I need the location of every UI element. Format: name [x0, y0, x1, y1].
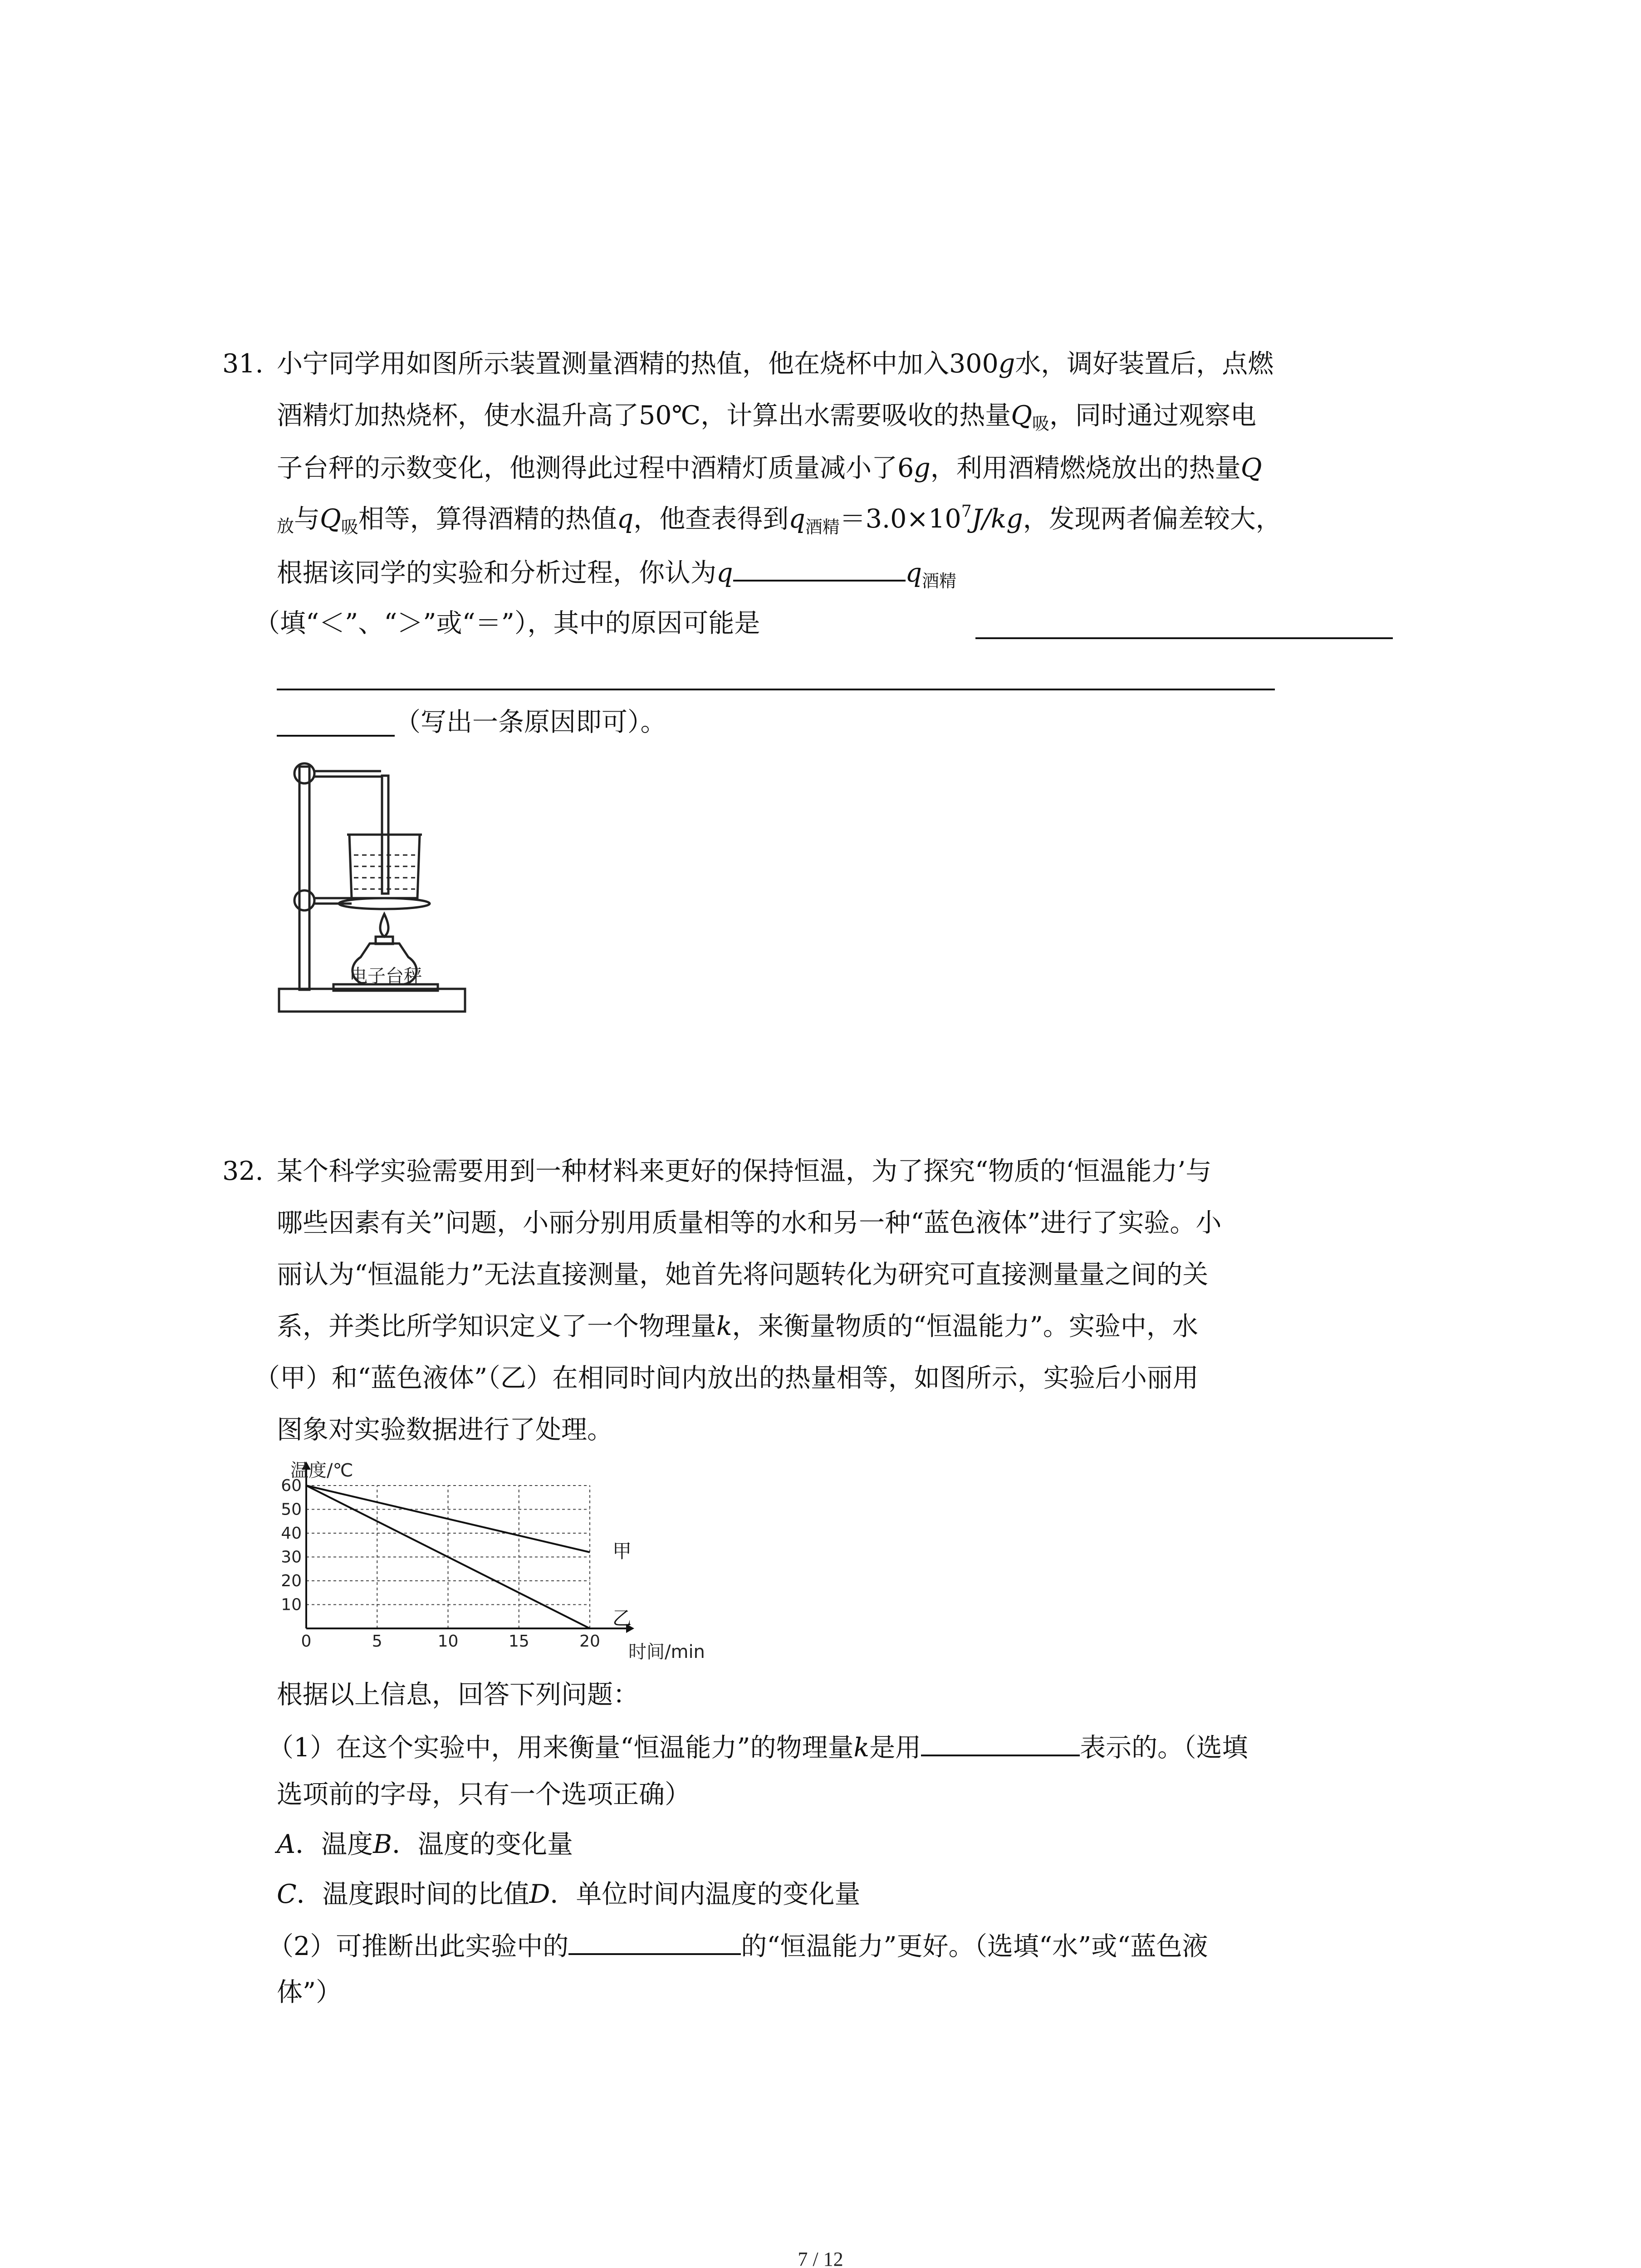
support-ring: [339, 898, 430, 909]
q32-line-2: 哪些因素有关”问题，小丽分别用质量相等的水和另一种“蓝色液体”进行了实验。小: [277, 1208, 1222, 1238]
series-label-1: 甲: [612, 1540, 632, 1562]
q32-line-1: 某个科学实验需要用到一种材料来更好的保持恒温，为了探究“物质的‘恒温能力’与: [277, 1156, 1212, 1186]
q32-sub2-line-2: 体”）: [277, 1977, 342, 2007]
q32-sub2-line-1: （2）可推断出此实验中的 的“恒温能力”更好。（选填“水”或“蓝色液: [268, 1928, 1208, 1963]
q32-options-ab: A．温度B．温度的变化量: [277, 1829, 573, 1859]
q32-sub1-line-2: 选项前的字母，只有一个选项正确）: [277, 1779, 691, 1809]
q31-answer-blank-2c[interactable]: [277, 735, 395, 737]
q32-after-chart: 根据以上信息，回答下列问题：: [277, 1680, 639, 1710]
q32-answer-blank-2[interactable]: [568, 1928, 741, 1955]
q31-answer-blank-2a[interactable]: [975, 637, 1393, 639]
q32-line-3: 丽认为“恒温能力”无法直接测量，她首先将问题转化为研究可直接测量量之间的关: [277, 1260, 1209, 1290]
chart-series: [306, 1486, 632, 1629]
scale-label: 电子台秤: [349, 966, 422, 987]
q32-options-cd: C．温度跟时间的比值D．单位时间内温度的变化量: [277, 1879, 861, 1909]
option-a: A: [277, 1829, 296, 1859]
q31-line-4: 放与$Q_吸$相等，算得酒精的热值q，他查表得到$q_{酒精}=3.0\times 10^7J/kg$，发现两者偏差较大，: [277, 502, 1282, 537]
x-tick-label: 0: [301, 1632, 312, 1651]
q32-line-5: （甲）和“蓝色液体”（乙）在相同时间内放出的热量相等，如图所示，实验后小丽用: [254, 1363, 1199, 1393]
stand-base: [279, 989, 465, 1012]
q31-line-5: 根据该同学的实验和分析过程，你认为q $q_{酒精}$: [277, 554, 956, 592]
x-axis-label: 时间/min: [628, 1642, 705, 1662]
y-tick-label: 30: [281, 1548, 302, 1567]
q31-line-2: 酒精灯加热烧杯，使水温升高了50℃，计算出水需要吸收的热量$Q_吸$，同时通过观察电: [277, 401, 1257, 434]
option-b: B: [373, 1829, 392, 1859]
temperature-time-chart: [272, 1456, 708, 1665]
y-tick-label: 60: [281, 1476, 302, 1495]
y-tick-label: 40: [281, 1524, 302, 1543]
y-tick-label: 20: [281, 1572, 302, 1590]
series-label-2: 乙: [612, 1607, 632, 1629]
q32-line-6: 图象对实验数据进行了处理。: [277, 1415, 613, 1445]
q31-number: 31.: [222, 349, 264, 379]
q31-line-6: （填“＜”、“＞”或“＝”），其中的原因可能是: [254, 608, 760, 638]
x-tick-label: 20: [579, 1632, 600, 1651]
q32-line-4: 系，并类比所学知识定义了一个物理量k，来衡量物质的“恒温能力”。实验中，水: [277, 1311, 1198, 1341]
q32-answer-blank-1[interactable]: [921, 1729, 1080, 1756]
y-axis-label: 温度/℃: [290, 1460, 353, 1481]
option-c: C: [277, 1879, 297, 1909]
x-tick-label: 15: [508, 1632, 529, 1651]
y-tick-label: 10: [281, 1595, 302, 1614]
beaker: [349, 835, 420, 898]
q31-line-3: 子台秤的示数变化，他测得此过程中酒精灯质量减小了6g，利用酒精燃烧放出的热量Q: [277, 453, 1262, 483]
q31-answer-blank-2b[interactable]: [277, 689, 1275, 690]
stand-rod: [299, 767, 309, 990]
lower-clamp: [294, 890, 314, 910]
q32-number: 32.: [222, 1156, 264, 1186]
option-d: D: [529, 1879, 550, 1909]
x-tick-label: 5: [372, 1632, 382, 1651]
q32-sub1-line-1: （1）在这个实验中，用来衡量“恒温能力”的物理量k是用 表示的。（选填: [268, 1729, 1248, 1764]
q31-line-1: 小宁同学用如图所示装置测量酒精的热值，他在烧杯中加入300g水，调好装置后，点燃: [277, 349, 1274, 379]
apparatus-figure: [272, 753, 476, 1025]
y-tick-label: 50: [281, 1500, 302, 1519]
q31-line-8: （写出一条原因即可）。: [395, 707, 666, 737]
chart-axes: [302, 1461, 634, 1633]
x-tick-label: 10: [437, 1632, 459, 1651]
flame: [380, 914, 388, 937]
chart-ticks: [281, 1476, 600, 1651]
q31-answer-blank-1[interactable]: [733, 554, 906, 582]
page-number: 7 / 12: [798, 2248, 843, 2268]
